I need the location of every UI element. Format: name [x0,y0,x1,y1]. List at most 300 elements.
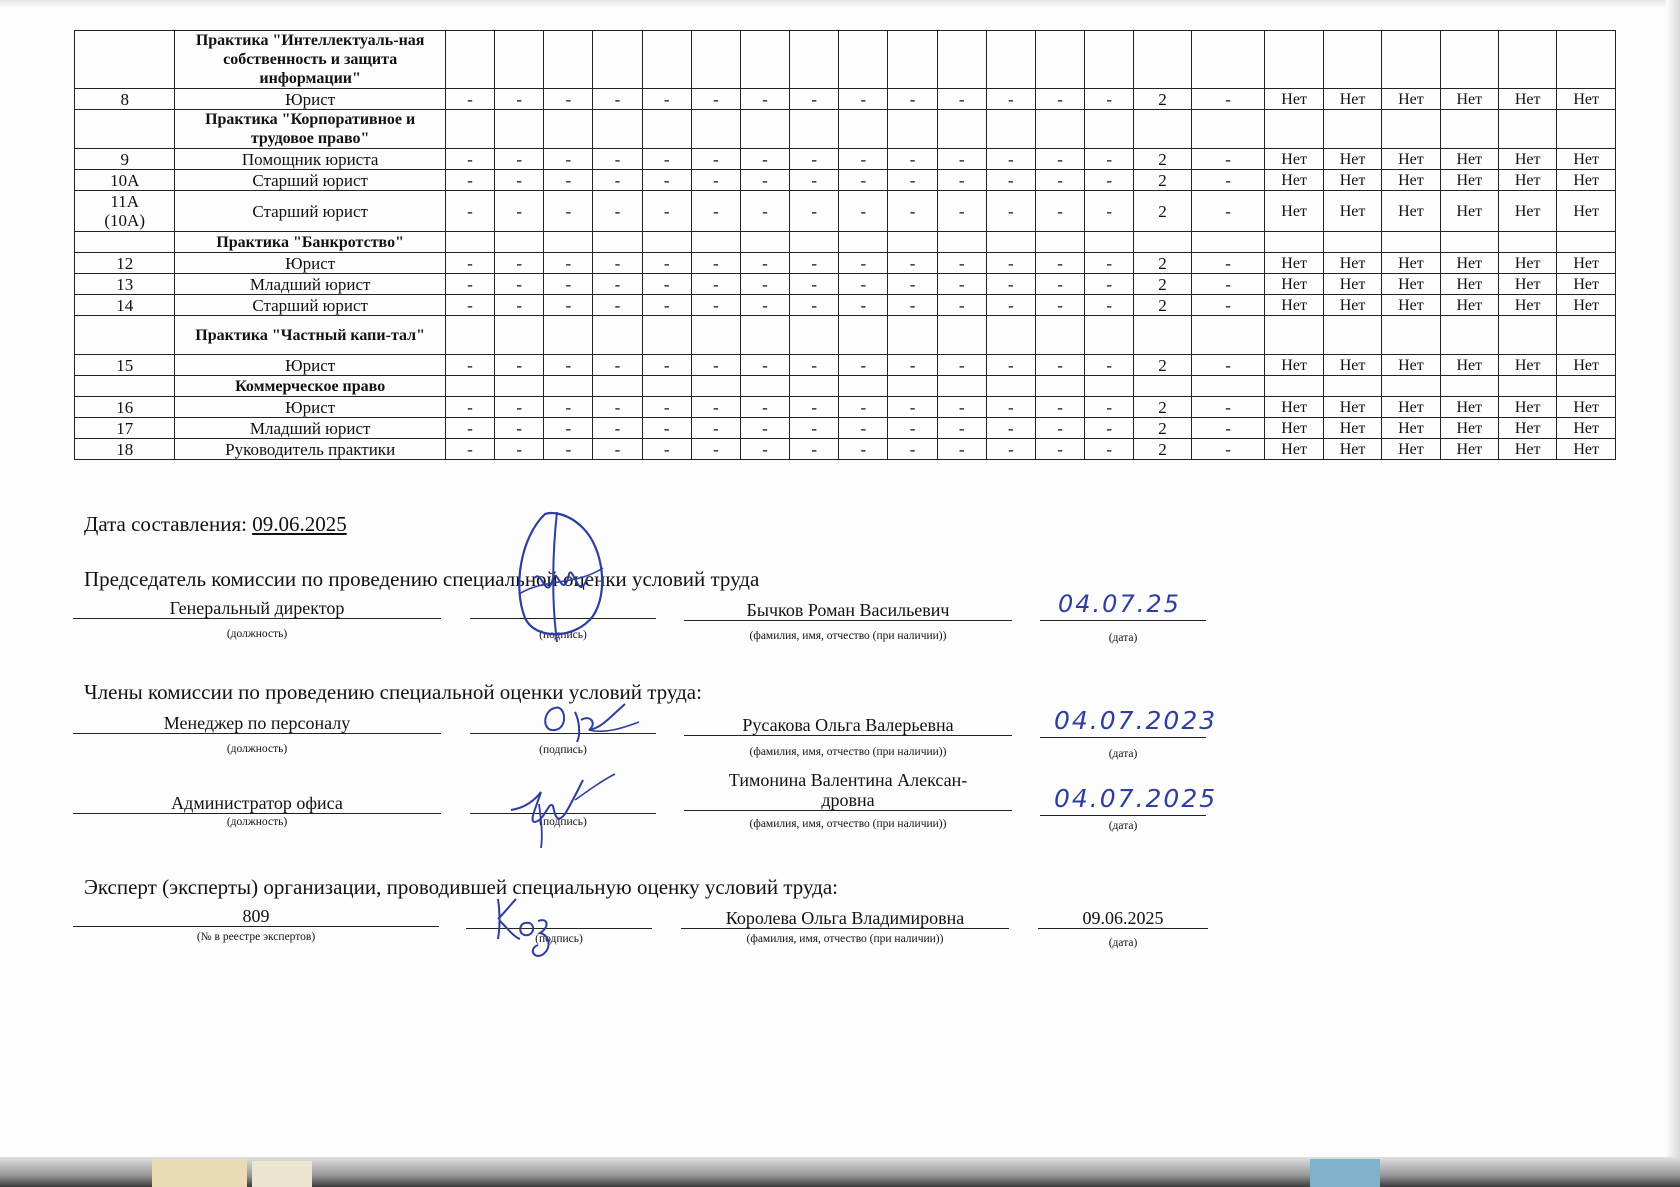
dash-cell: - [888,439,937,460]
dash-cell: - [642,253,691,274]
dash-cell: - [1085,439,1134,460]
dash-cell: - [790,274,839,295]
dash-cell: - [1085,89,1134,110]
yes-no-cell: Нет [1323,170,1381,191]
dash-cell: - [888,89,937,110]
table-section-row [75,316,1616,355]
job-title: Младший юрист [175,418,445,439]
scan-bottom-tab [252,1161,312,1187]
empty-cell [495,376,544,397]
yes-no-cell: Нет [1499,191,1557,232]
empty-cell [790,31,839,89]
empty-cell [1191,31,1265,89]
dash-cell: - [839,191,888,232]
empty-cell [1557,110,1616,149]
dash-cell: - [445,191,494,232]
dash-cell: - [593,253,642,274]
dash-cell: - [740,89,789,110]
dash-cell: - [888,253,937,274]
row-number: 9 [75,149,175,170]
empty-cell [1134,316,1191,355]
dash-cell: - [937,191,986,232]
yes-no-cell: Нет [1323,295,1381,316]
empty-cell [740,232,789,253]
dash-cell: - [691,439,740,460]
dash-cell: - [1191,274,1265,295]
dash-cell: - [937,295,986,316]
empty-cell [1191,376,1265,397]
dash-cell: - [642,355,691,376]
empty-cell [544,31,593,89]
dash-cell: - [937,170,986,191]
yes-no-cell: Нет [1557,295,1616,316]
dash-cell: - [790,253,839,274]
dash-cell: - [1085,295,1134,316]
empty-cell [1085,232,1134,253]
dash-cell: - [1191,170,1265,191]
table-row [75,170,1616,191]
empty-cell [1557,232,1616,253]
dash-cell: - [445,295,494,316]
row-number [75,110,175,149]
class-value: 2 [1134,418,1191,439]
dash-cell: - [445,149,494,170]
yes-no-cell: Нет [1382,253,1440,274]
dash-cell: - [1035,149,1084,170]
empty-cell [740,110,789,149]
yes-no-cell: Нет [1440,170,1498,191]
yes-no-cell: Нет [1382,355,1440,376]
dash-cell: - [839,89,888,110]
empty-cell [1191,316,1265,355]
caption-signature: (подпись) [539,629,587,641]
row-number [75,316,175,355]
job-title: Юрист [175,355,445,376]
dash-cell: - [445,397,494,418]
empty-cell [937,376,986,397]
chairman-heading: Председатель комиссии по проведению специальной оценки условий труда [84,567,760,591]
dash-cell: - [986,355,1035,376]
empty-cell [1035,110,1084,149]
yes-no-cell: Нет [1499,355,1557,376]
empty-cell [1134,31,1191,89]
caption-registry: (№ в реестре экспертов) [196,931,316,943]
expert-heading: Эксперт (эксперты) организации, проводившей специальную оценку условий труда: [84,875,839,899]
dash-cell: - [544,89,593,110]
dash-cell: - [839,418,888,439]
yes-no-cell: Нет [1499,253,1557,274]
dash-cell: - [839,397,888,418]
caption-fio: (фамилия, имя, отчество (при наличии)) [749,818,947,830]
empty-cell [1440,110,1498,149]
yes-no-cell: Нет [1265,149,1323,170]
dash-cell: - [495,295,544,316]
dash-cell: - [642,397,691,418]
dash-cell: - [839,295,888,316]
section-title: Практика "Интеллектуаль-ная собственность и защита информации" [175,31,445,89]
row-number: 14 [75,295,175,316]
dash-cell: - [691,149,740,170]
dash-cell: - [740,170,789,191]
compiled-label: Дата составления: [84,512,247,536]
dash-cell: - [790,295,839,316]
member-1-fio: Русакова Ольга Валерьевна [684,715,1012,736]
dash-cell: - [642,89,691,110]
yes-no-cell: Нет [1440,149,1498,170]
yes-no-cell: Нет [1265,274,1323,295]
empty-cell [740,376,789,397]
empty-cell [1557,316,1616,355]
dash-cell: - [691,253,740,274]
dash-cell: - [593,439,642,460]
empty-cell [1265,31,1323,89]
yes-no-cell: Нет [1382,439,1440,460]
dash-cell: - [544,191,593,232]
dash-cell: - [544,253,593,274]
job-title: Юрист [175,89,445,110]
dash-cell: - [937,274,986,295]
dash-cell: - [839,274,888,295]
dash-cell: - [986,418,1035,439]
empty-cell [642,316,691,355]
empty-cell [1085,376,1134,397]
section-title: Практика "Корпоративное и трудовое право" [175,110,445,149]
yes-no-cell: Нет [1499,418,1557,439]
scan-bottom-tab [152,1159,247,1187]
yes-no-cell: Нет [1557,170,1616,191]
empty-cell [937,31,986,89]
empty-cell [839,110,888,149]
yes-no-cell: Нет [1557,355,1616,376]
member-1-signature-mark [535,690,645,750]
dash-cell: - [1191,89,1265,110]
yes-no-cell: Нет [1440,355,1498,376]
dash-cell: - [790,439,839,460]
dash-cell: - [642,418,691,439]
chairman-date: 04.07.25 [1058,590,1181,618]
job-title: Старший юрист [175,191,445,232]
empty-cell [986,31,1035,89]
empty-cell [1440,316,1498,355]
table-section-row [75,376,1616,397]
yes-no-cell: Нет [1382,397,1440,418]
empty-cell [642,232,691,253]
dash-cell: - [1085,355,1134,376]
dash-cell: - [1035,89,1084,110]
empty-cell [740,31,789,89]
caption-fio: (фамилия, имя, отчество (при наличии)) [749,630,947,642]
empty-cell [888,232,937,253]
empty-cell [888,316,937,355]
empty-cell [1382,110,1440,149]
dash-cell: - [544,170,593,191]
dash-cell: - [888,149,937,170]
empty-cell [445,232,494,253]
results-table [74,30,1616,460]
chairman-position: Генеральный директор [73,598,441,619]
empty-cell [1134,110,1191,149]
yes-no-cell: Нет [1440,439,1498,460]
expert-fio: Королева Ольга Владимировна [681,908,1009,929]
dash-cell: - [790,170,839,191]
dash-cell: - [1035,439,1084,460]
dash-cell: - [740,355,789,376]
class-value: 2 [1134,397,1191,418]
dash-cell: - [495,253,544,274]
yes-no-cell: Нет [1499,274,1557,295]
caption-date: (дата) [1108,748,1138,760]
yes-no-cell: Нет [1382,295,1440,316]
caption-signature: (подпись) [535,933,583,945]
yes-no-cell: Нет [1382,274,1440,295]
caption-signature: (подпись) [539,816,587,828]
table-section-row [75,232,1616,253]
dash-cell: - [1085,191,1134,232]
member-2-position: Администратор офиса [73,793,441,814]
dash-cell: - [888,355,937,376]
dash-cell: - [888,191,937,232]
yes-no-cell: Нет [1323,274,1381,295]
empty-cell [1440,31,1498,89]
dash-cell: - [691,274,740,295]
dash-cell: - [445,253,494,274]
dash-cell: - [1035,274,1084,295]
caption-fio: (фамилия, имя, отчество (при наличии)) [746,933,944,945]
dash-cell: - [1191,397,1265,418]
dash-cell: - [790,418,839,439]
dash-cell: - [495,149,544,170]
dash-cell: - [691,170,740,191]
dash-cell: - [1085,149,1134,170]
members-heading: Члены комиссии по проведению специальной оценки условий труда: [84,680,702,704]
dash-cell: - [1191,253,1265,274]
dash-cell: - [790,191,839,232]
empty-cell [445,316,494,355]
caption-date: (дата) [1108,937,1138,949]
chairman-signature-mark [505,508,615,648]
empty-cell [1382,232,1440,253]
empty-cell [888,376,937,397]
empty-cell [1440,376,1498,397]
class-value: 2 [1134,191,1191,232]
yes-no-cell: Нет [1557,397,1616,418]
dash-cell: - [1035,191,1084,232]
empty-cell [839,31,888,89]
empty-cell [691,31,740,89]
table-row [75,89,1616,110]
dash-cell: - [1035,170,1084,191]
dash-cell: - [790,355,839,376]
caption-position: (должность) [226,816,288,828]
empty-cell [1440,232,1498,253]
dash-cell: - [740,149,789,170]
yes-no-cell: Нет [1265,295,1323,316]
dash-cell: - [1085,274,1134,295]
dash-cell: - [937,355,986,376]
job-title: Старший юрист [175,170,445,191]
table-row [75,274,1616,295]
empty-cell [1134,232,1191,253]
empty-cell [1382,316,1440,355]
dash-cell: - [1085,397,1134,418]
member-1-date: 04.07.2023 [1054,706,1218,735]
dash-cell: - [740,439,789,460]
dash-cell: - [642,170,691,191]
empty-cell [740,316,789,355]
compiled-date: 09.06.2025 [252,512,347,536]
caption-date: (дата) [1108,632,1138,644]
yes-no-cell: Нет [1323,397,1381,418]
caption-date: (дата) [1108,820,1138,832]
dash-cell: - [888,418,937,439]
empty-cell [544,376,593,397]
table-row [75,191,1616,232]
yes-no-cell: Нет [1323,253,1381,274]
row-number: 12 [75,253,175,274]
yes-no-cell: Нет [1499,170,1557,191]
empty-cell [1557,31,1616,89]
dash-cell: - [593,397,642,418]
dash-cell: - [1191,191,1265,232]
dash-cell: - [986,170,1035,191]
table-row [75,253,1616,274]
member-2-signature-mark [505,770,625,850]
dash-cell: - [1191,439,1265,460]
empty-cell [445,376,494,397]
yes-no-cell: Нет [1323,89,1381,110]
empty-cell [1265,110,1323,149]
dash-cell: - [495,355,544,376]
caption-position: (должность) [226,628,288,640]
expert-date: 09.06.2025 [1038,908,1208,929]
dash-cell: - [888,295,937,316]
dash-cell: - [495,170,544,191]
table-row [75,355,1616,376]
dash-cell: - [1085,418,1134,439]
dash-cell: - [888,397,937,418]
yes-no-cell: Нет [1323,149,1381,170]
row-number: 11А (10А) [75,191,175,232]
yes-no-cell: Нет [1440,89,1498,110]
class-value: 2 [1134,89,1191,110]
dash-cell: - [544,274,593,295]
empty-cell [691,110,740,149]
dash-cell: - [1035,295,1084,316]
yes-no-cell: Нет [1557,149,1616,170]
dash-cell: - [544,397,593,418]
dash-cell: - [1191,295,1265,316]
empty-cell [790,316,839,355]
yes-no-cell: Нет [1499,439,1557,460]
dash-cell: - [1035,253,1084,274]
empty-cell [1557,376,1616,397]
empty-cell [445,110,494,149]
empty-cell [691,232,740,253]
section-title: Коммерческое право [175,376,445,397]
yes-no-cell: Нет [1499,89,1557,110]
empty-cell [495,232,544,253]
row-number [75,376,175,397]
empty-cell [1134,376,1191,397]
yes-no-cell: Нет [1265,89,1323,110]
dash-cell: - [544,149,593,170]
dash-cell: - [1085,170,1134,191]
dash-cell: - [544,295,593,316]
empty-cell [593,31,642,89]
yes-no-cell: Нет [1440,253,1498,274]
dash-cell: - [937,89,986,110]
dash-cell: - [593,89,642,110]
dash-cell: - [593,149,642,170]
expert-registry-number: 809 [73,906,439,927]
class-value: 2 [1134,274,1191,295]
empty-cell [790,376,839,397]
dash-cell: - [593,295,642,316]
empty-cell [986,316,1035,355]
empty-cell [1265,376,1323,397]
row-number: 15 [75,355,175,376]
dash-cell: - [544,418,593,439]
dash-cell: - [593,191,642,232]
dash-cell: - [495,274,544,295]
job-title: Старший юрист [175,295,445,316]
class-value: 2 [1134,253,1191,274]
yes-no-cell: Нет [1557,253,1616,274]
yes-no-cell: Нет [1323,418,1381,439]
empty-cell [593,376,642,397]
table-row [75,397,1616,418]
empty-cell [642,110,691,149]
empty-cell [1265,316,1323,355]
member-2-date: 04.07.2025 [1054,784,1218,813]
dash-cell: - [1085,253,1134,274]
empty-cell [1085,316,1134,355]
dash-cell: - [937,397,986,418]
empty-cell [1035,376,1084,397]
dash-cell: - [1191,418,1265,439]
yes-no-cell: Нет [1382,149,1440,170]
table-section-row [75,31,1616,89]
dash-cell: - [986,89,1035,110]
dash-cell: - [937,149,986,170]
empty-cell [1323,31,1381,89]
empty-cell [495,31,544,89]
job-title: Младший юрист [175,274,445,295]
yes-no-cell: Нет [1557,439,1616,460]
empty-cell [1265,232,1323,253]
dash-cell: - [642,149,691,170]
row-number: 18 [75,439,175,460]
empty-cell [642,31,691,89]
scan-top-shadow [0,0,1680,8]
empty-cell [1035,316,1084,355]
dash-cell: - [986,149,1035,170]
dash-cell: - [445,355,494,376]
yes-no-cell: Нет [1382,191,1440,232]
dash-cell: - [937,418,986,439]
yes-no-cell: Нет [1265,397,1323,418]
compiled-date-line [84,512,347,537]
caption-fio: (фамилия, имя, отчество (при наличии)) [749,746,947,758]
dash-cell: - [986,397,1035,418]
dash-cell: - [937,253,986,274]
empty-cell [1382,376,1440,397]
dash-cell: - [740,397,789,418]
caption-position: (должность) [226,743,288,755]
yes-no-cell: Нет [1323,191,1381,232]
yes-no-cell: Нет [1265,418,1323,439]
dash-cell: - [495,89,544,110]
